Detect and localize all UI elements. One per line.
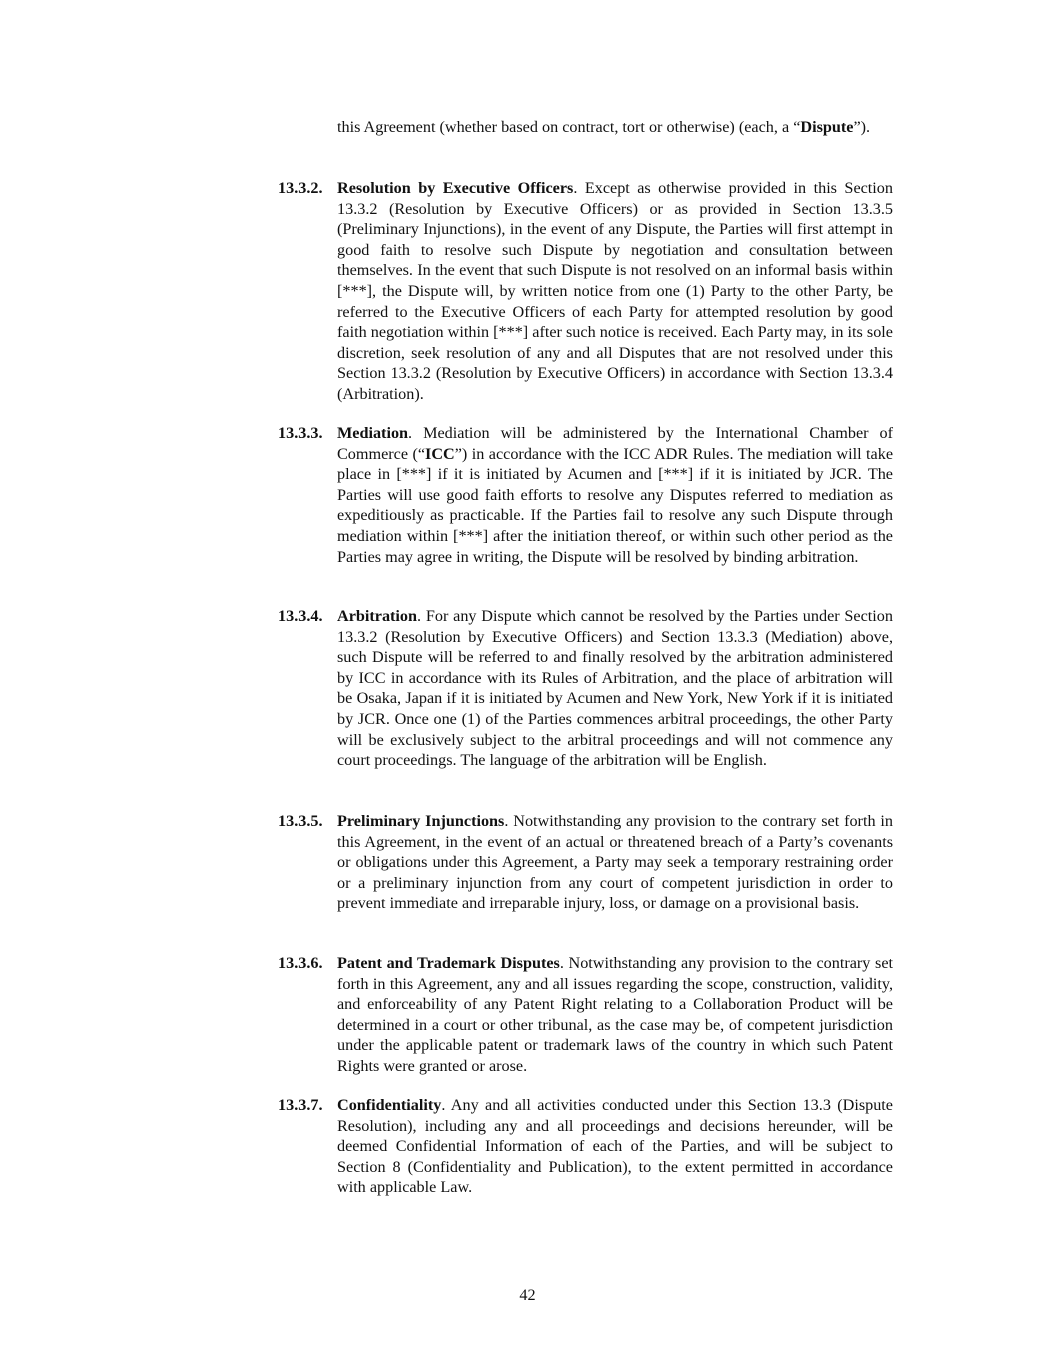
section-13-3-5-body: . Notwithstanding any provision to the contrary set forth in this Agreement, in the event of an actual or threatened breach of a Party’s covenants or obligations under this Agreement, a Party may seek a temporary restraining order or a preliminary injunction from any court of competent jurisdiction in order to prevent immediate and irreparable injury, loss, or damage on a provisional basis. xyxy=(337,812,894,913)
section-13-3-2-paragraph xyxy=(337,178,893,405)
section-13-3-6-body: . Notwithstanding any provision to the contrary set forth in this Agreement, any and all issues regarding the scope, construction, validity, and enforceability of any Patent Right relating to a Collaboration Product will be determined in a court or other tribunal, as the case may be, of competent jurisdiction under the applicable patent or trademark laws of the country in which such Patent Rights were granted or arose. xyxy=(337,954,894,1075)
intro-text-post: ”). xyxy=(853,118,871,136)
section-number-13-3-7: 13.3.7. xyxy=(278,1096,323,1114)
section-13-3-3-body-post: ”) in accordance with the ICC ADR Rules. The mediation will take place in [***] if it is initiated by Acumen and [***] if it is initiated by JCR. The Parties will use good faith efforts to resolve any Disputes referred to mediation as expeditiously as practicable. If the Parties fail to resolve any such Dispute through mediation within [***] after the initiation thereof, or within such other period as the Parties may agree in writing, the Dispute will be resolved by binding arbitration. xyxy=(337,444,894,566)
intro-text-pre: this Agreement (whether based on contract, tort or otherwise) (each, a “ xyxy=(337,118,801,136)
dispute-defined-term: Dispute xyxy=(800,118,854,136)
section-number-13-3-2: 13.3.2. xyxy=(278,179,323,197)
page-number: 42 xyxy=(519,1286,536,1304)
section-13-3-4-body: . For any Dispute which cannot be resolved by the Parties under Section 13.3.2 (Resolution by Executive Officers) and Section 13.3.3 (Mediation) above, such Dispute will be referred to and finally resolved by the arbitration administered by ICC in accordance with its Rules of Arbitration, and the place of arbitration will be Osaka, Japan if it is initiated by Acumen and New York, New York if it is initiated by JCR. Once one (1) of the Parties commences arbitral proceedings, the other Party will be exclusively subject to the arbitral proceedings and will not commence any court proceedings. The language of the arbitration will be English. xyxy=(337,607,893,770)
section-number-13-3-5: 13.3.5. xyxy=(278,812,323,830)
section-13-3-6-paragraph xyxy=(337,953,893,1077)
section-13-3-3-body-pre: . Mediation will be administered by the International Chamber of Commerce (“ xyxy=(337,424,893,463)
section-number-13-3-4: 13.3.4. xyxy=(278,607,323,625)
section-13-3-7-body: . Any and all activities conducted under this Section 13.3 (Dispute Resolution), including any and all proceedings and decisions hereunder, will be deemed Confidential Information of each of the Parties, and will be subject to Section 8 (Confidentiality and Publication), to the extent permitted in accordance with applicable Law. xyxy=(337,1096,893,1197)
icc-defined-term: ICC xyxy=(425,444,455,463)
section-13-3-4-paragraph xyxy=(337,606,893,771)
section-13-3-3-paragraph xyxy=(337,423,893,567)
section-13-3-5-paragraph xyxy=(337,811,893,914)
section-13-3-7-title: Confidentiality xyxy=(337,1096,442,1114)
section-13-3-2-body: . Except as otherwise provided in this Section 13.3.2 (Resolution by Executive Officers) or as provided in Section 13.3.5 (Preliminary Injunctions), in the event of any Dispute, the Parties will first attempt in good faith to resolve such Dispute by negotiation and consultation between themselves. In the event that such Dispute is not resolved on an informal basis within [***], the Dispute will, by written notice from one (1) Party to the other Party, be referred to the Executive Officers of each Party for attempted resolution by good faith negotiation within [***] after such notice is received. Each Party may, in its sole discretion, seek resolution of any and all Disputes that are not resolved under this Section 13.3.2 (Resolution by Executive Officers) in accordance with Section 13.3.4 (Arbitration). xyxy=(337,179,893,403)
section-number-13-3-3: 13.3.3. xyxy=(278,424,323,442)
section-13-3-6-title: Patent and Trademark Disputes xyxy=(337,954,560,972)
section-13-3-4-title: Arbitration xyxy=(337,607,418,625)
section-13-3-3-title: Mediation xyxy=(337,424,409,442)
section-13-3-5-title: Preliminary Injunctions xyxy=(337,812,505,830)
intro-paragraph xyxy=(337,117,893,138)
section-13-3-7-paragraph xyxy=(337,1095,893,1198)
section-number-13-3-6: 13.3.6. xyxy=(278,954,323,972)
section-13-3-2-title: Resolution by Executive Officers xyxy=(337,179,574,197)
